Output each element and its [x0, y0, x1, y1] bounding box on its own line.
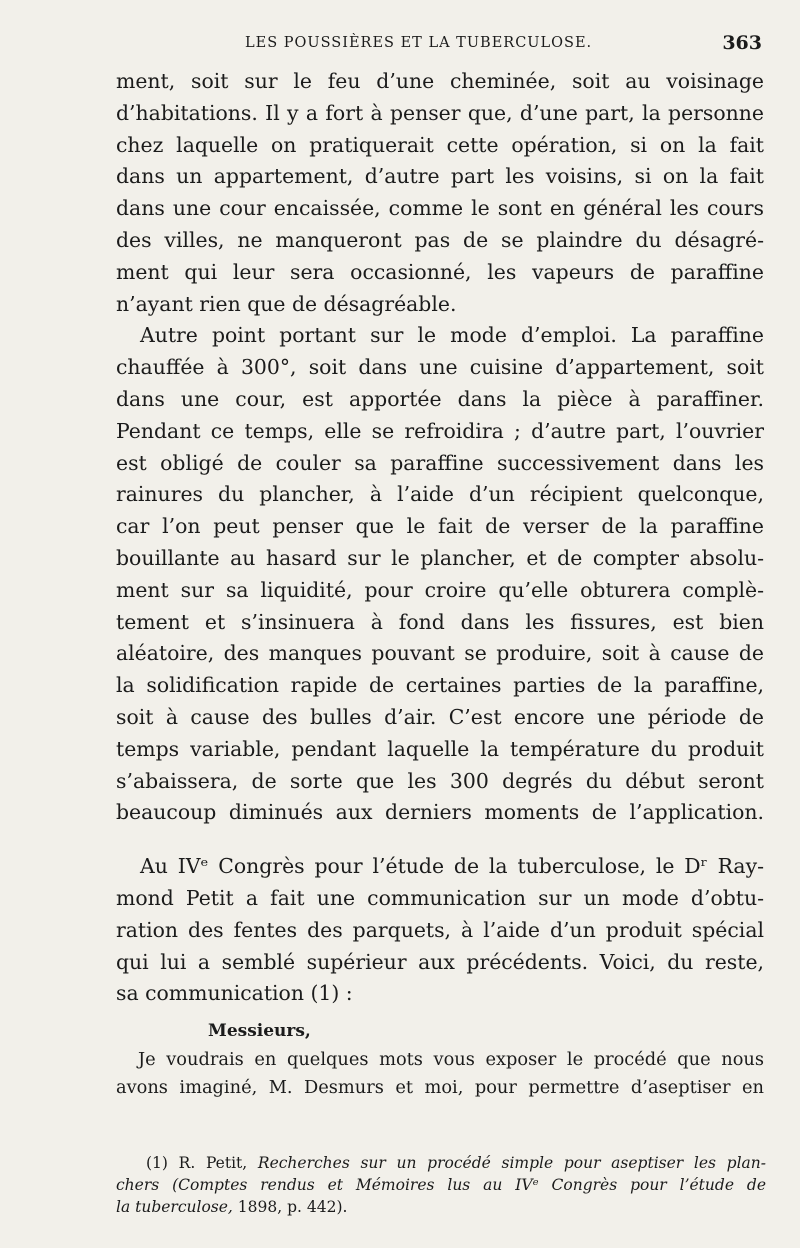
paragraph-2-line: beaucoup diminués aux derniers moments de l’application. — [116, 800, 764, 825]
paragraph-2-line: ment sur sa liquidité, pour croire qu’elle obturera complè- — [116, 577, 764, 602]
paragraph-2-line: est obligé de couler sa paraffine successivement dans les — [116, 450, 764, 475]
paragraph-2-line: la solidification rapide de certaines parties de la paraffine, — [116, 673, 764, 698]
paragraph-2-line: s’abaissera, de sorte que les 300 degrés du début seront — [116, 768, 764, 793]
paragraph-2-line: Autre point portant sur le mode d’emploi. La paraffine — [140, 323, 764, 348]
letter-salutation: Messieurs, — [208, 1021, 311, 1042]
paragraph-2-line: bouillante au hasard sur le plancher, et de compter absolu- — [116, 545, 764, 570]
footnote-line-2 — [116, 1174, 766, 1196]
paragraph-3-line: mond Petit a fait une communication sur un mode d’obtu- — [116, 885, 764, 910]
running-head-title: LES POUSSIÈRES ET LA TUBERCULOSE. — [245, 35, 593, 51]
paragraph-2-line: rainures du plancher, à l’aide d’un récipient quelconque, — [116, 482, 764, 507]
footnote — [116, 1152, 766, 1218]
paragraph-2-line: tement et s’insinuera à fond dans les fissures, est bien — [116, 609, 764, 634]
paragraph-2-line: soit à cause des bulles d’air. C’est encore une période de — [116, 704, 764, 729]
letter-line: avons imaginé, M. Desmurs et moi, pour permettre d’aseptiser en — [116, 1077, 764, 1099]
paragraph-1-line: d’habitations. Il y a fort à penser que, d’une part, la personne — [116, 100, 764, 125]
paragraph-1-line: ment, soit sur le feu d’une cheminée, soit au voisinage — [116, 69, 764, 93]
body-text — [116, 66, 764, 1102]
paragraph-3-line: ration des fentes des parquets, à l’aide d’un produit spécial — [116, 917, 764, 942]
paragraph-3-line: Au IVᵉ Congrès pour l’étude de la tuberculose, le Dʳ Ray- — [140, 854, 764, 879]
footnote-line-1 — [116, 1152, 766, 1174]
paragraph-1-line: chez laquelle on pratiquerait cette opération, si on la fait — [116, 132, 764, 157]
footnote-title: Recherches sur un procédé simple pour aseptiser les plan- — [257, 1154, 766, 1172]
paragraph-2-line: aléatoire, des manques pouvant se produire, soit à cause de — [116, 641, 764, 666]
paragraph-1-line: n’ayant rien que de désagréable. — [116, 291, 457, 316]
paragraph-1-line: des villes, ne manqueront pas de se plaindre du désagré- — [116, 227, 764, 252]
paragraph-1-line: dans une cour encaissée, comme le sont en général les cours — [116, 196, 764, 221]
paragraph-2-line: temps variable, pendant laquelle la température du produit — [116, 736, 764, 761]
letter-line: Je voudrais en quelques mots vous exposer le procédé que nous — [138, 1049, 764, 1071]
paragraph-2-line: chauffée à 300°, soit dans une cuisine d’appartement, soit — [116, 355, 764, 380]
paragraph-3-line: sa communication (1) : — [116, 981, 353, 1006]
page-number: 363 — [722, 32, 762, 54]
footnote-line-3 — [116, 1196, 766, 1218]
footnote-citation: 1898, p. 442). — [237, 1198, 348, 1216]
paragraph-2-line: Pendant ce temps, elle se refroidira ; d’autre part, l’ouvrier — [116, 418, 764, 443]
footnote-source-end: la tuberculose, — [116, 1198, 233, 1216]
footnote-marker: (1) R. Petit, — [146, 1154, 248, 1172]
paragraph-2-line: car l’on peut penser que le fait de verser de la paraffine — [116, 514, 764, 539]
footnote-title-end: chers — [116, 1176, 160, 1194]
footnote-source: (Comptes rendus et Mémoires lus au IVᵉ Congrès pour l’étude de — [172, 1176, 766, 1194]
paragraph-1-line: dans un appartement, d’autre part les voisins, si on la fait — [116, 164, 764, 189]
paragraph-2-line: dans une cour, est apportée dans la pièce à paraffiner. — [116, 386, 764, 411]
paragraph-3-line: qui lui a semblé supérieur aux précédents. Voici, du reste, — [116, 949, 764, 974]
running-head — [110, 32, 762, 60]
paragraph-1-line: ment qui leur sera occasionné, les vapeurs de paraffine — [116, 259, 764, 284]
section-gap — [116, 829, 764, 851]
